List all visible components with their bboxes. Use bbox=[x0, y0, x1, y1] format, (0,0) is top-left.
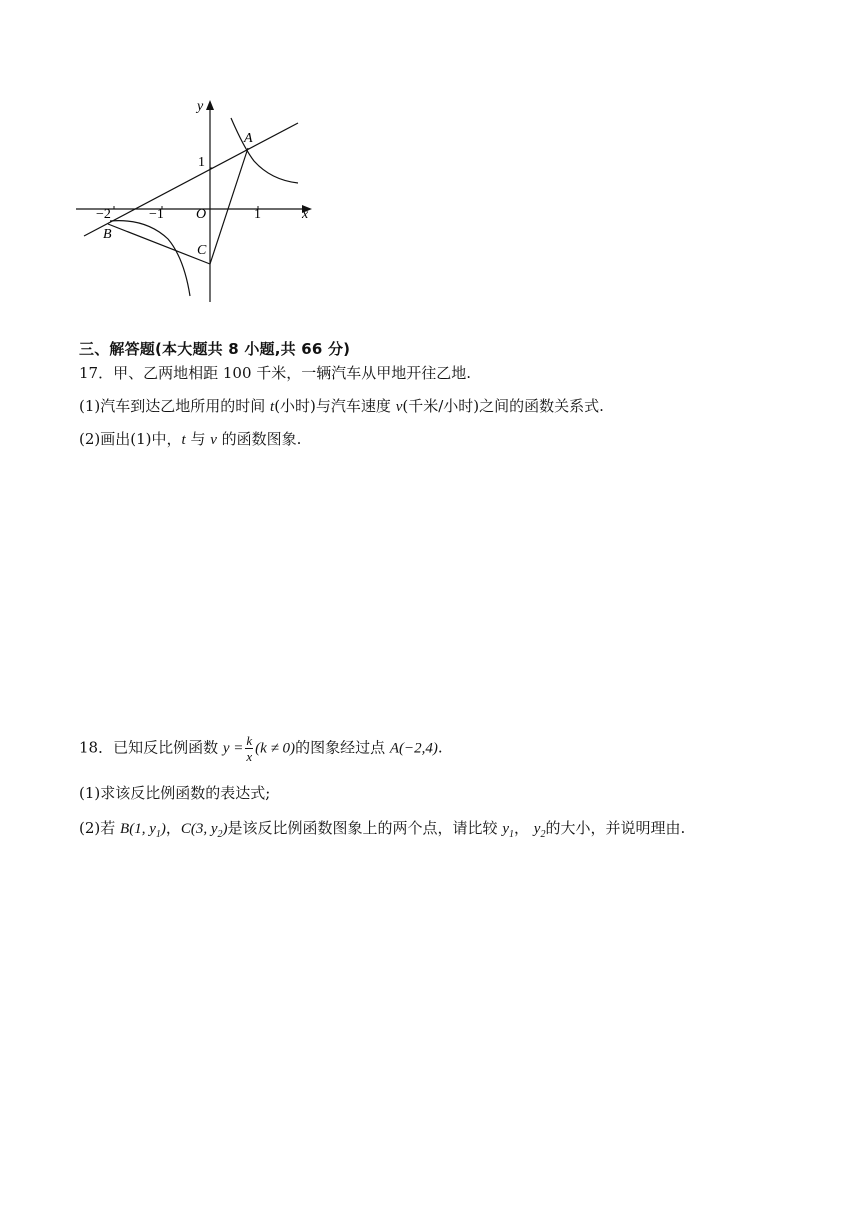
point-b-coords bbox=[120, 821, 166, 840]
q17-part2-text-c: 的函数图象. bbox=[216, 430, 302, 448]
origin-label: O bbox=[196, 207, 207, 222]
q18-part2 bbox=[79, 817, 685, 840]
point-label-a: A bbox=[244, 131, 253, 146]
q18-stem-text-b: 的图象经过点 bbox=[295, 738, 390, 757]
q17-part1-text-c: (千米/小时)之间的函数关系式. bbox=[402, 397, 604, 415]
q18-stem-end: . bbox=[437, 738, 443, 757]
q17-stem: 17．甲、乙两地相距 100 千米，一辆汽车从甲地开往乙地. bbox=[79, 364, 472, 382]
point-b-text: B(1, y bbox=[120, 821, 156, 837]
var-t: t bbox=[270, 399, 275, 415]
point-a-coords: A(−2,4) bbox=[389, 740, 438, 757]
section-title: 三、解答题(本大题共 8 小题,共 66 分) bbox=[79, 340, 351, 358]
point-c-coords bbox=[180, 821, 228, 840]
fraction-denominator: x bbox=[246, 749, 253, 764]
axis-label-y: y bbox=[197, 99, 204, 114]
fraction-numerator: k bbox=[246, 733, 253, 748]
subscript-2: 2 bbox=[540, 829, 546, 840]
tick-label-neg1: −1 bbox=[149, 207, 164, 222]
tick-label-1x: 1 bbox=[254, 207, 261, 222]
condition-k-nonzero: (k ≠ 0) bbox=[255, 740, 296, 757]
q17-part2 bbox=[79, 428, 301, 449]
subscript-2: 2 bbox=[217, 829, 223, 840]
y-axis-arrow bbox=[206, 100, 214, 110]
axis-label-x: x bbox=[302, 207, 309, 222]
point-label-b: B bbox=[103, 227, 112, 242]
tick-label-neg2: −2 bbox=[96, 207, 111, 222]
coordinate-figure bbox=[76, 96, 326, 306]
equation-lhs: y = bbox=[222, 740, 244, 757]
line-ab bbox=[84, 123, 298, 236]
subscript-1: 1 bbox=[155, 829, 161, 840]
segment-ca bbox=[210, 148, 248, 264]
q17-part1-text-a: (1)汽车到达乙地所用的时间 bbox=[79, 397, 271, 415]
q18-part2-text-mid: 是该反比例函数图象上的两个点，请比较 bbox=[227, 819, 503, 837]
paren-close: ) bbox=[222, 821, 228, 837]
hyperbola-branch-lower bbox=[110, 221, 190, 296]
var-t: t bbox=[181, 432, 186, 448]
var-y2: y bbox=[533, 821, 541, 837]
tick-label-1y: 1 bbox=[198, 155, 205, 170]
q17-part2-text-b: 与 bbox=[185, 430, 211, 448]
var-v: v bbox=[395, 399, 403, 415]
q18-part1: (1)求该反比例函数的表达式; bbox=[79, 784, 271, 802]
subscript-1: 1 bbox=[509, 829, 514, 840]
fraction-k-over-x bbox=[245, 734, 253, 763]
q17-part1 bbox=[79, 395, 604, 416]
q17-part2-text-a: (2)画出(1)中， bbox=[79, 430, 182, 448]
paren-close: ) bbox=[160, 821, 166, 837]
q18-stem-text-a: 18．已知反比例函数 bbox=[79, 738, 223, 757]
q17-part1-text-b: (小时)与汽车速度 bbox=[274, 397, 396, 415]
point-label-c: C bbox=[197, 243, 207, 258]
separator: ， bbox=[514, 819, 534, 837]
var-v: v bbox=[210, 432, 217, 448]
point-c-text: C(3, y bbox=[180, 821, 218, 837]
separator: ， bbox=[165, 819, 181, 837]
q18-part2-text-a: (2)若 bbox=[79, 819, 121, 837]
q18-part2-text-end: 的大小，并说明理由. bbox=[545, 819, 686, 837]
var-y1: y bbox=[502, 821, 509, 837]
q18-stem bbox=[79, 734, 443, 763]
segment-bc bbox=[108, 224, 210, 264]
